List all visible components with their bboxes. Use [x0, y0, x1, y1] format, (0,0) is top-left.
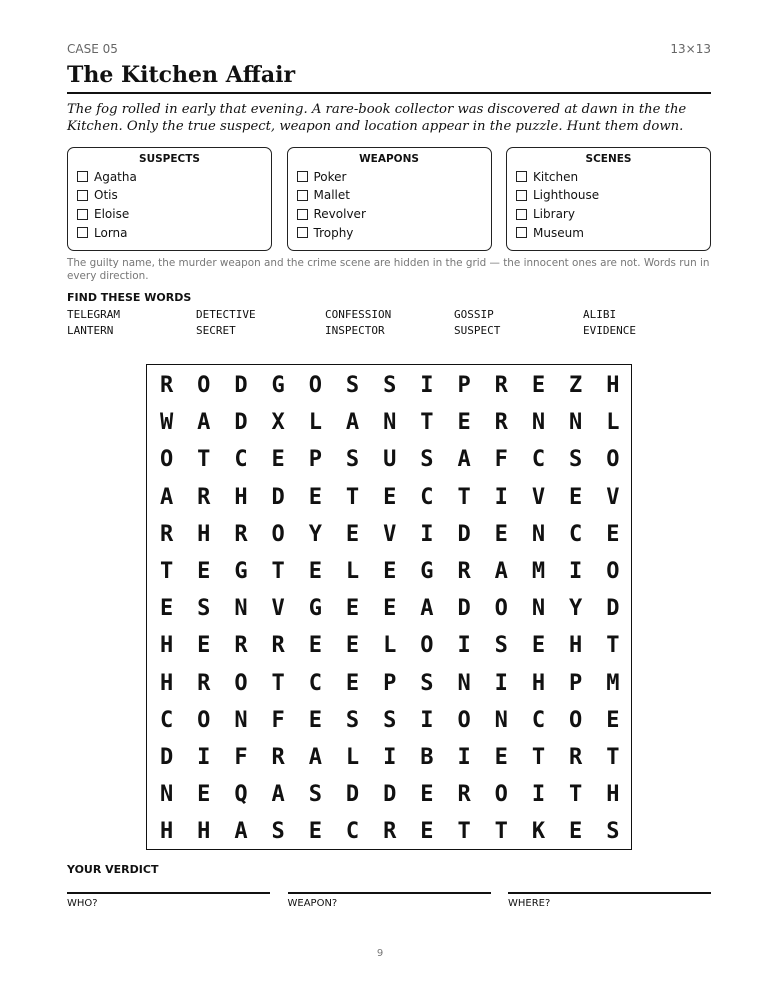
grid-cell[interactable]: O	[159, 447, 174, 473]
grid-cell[interactable]: E	[345, 521, 360, 547]
checkbox[interactable]	[77, 171, 88, 182]
page-title: The Kitchen Affair	[67, 62, 711, 94]
word-search-grid[interactable]	[147, 367, 632, 850]
grid-cell[interactable]: S	[494, 633, 508, 659]
grid-cell[interactable]: R	[159, 521, 174, 547]
grid-cell[interactable]: V	[606, 484, 620, 510]
box-title: WEAPONS	[359, 153, 419, 166]
grid-cell[interactable]: N	[531, 521, 546, 547]
grid-cell[interactable]: H	[197, 819, 211, 845]
grid-cell[interactable]: A	[308, 744, 322, 770]
grid-cell[interactable]: V	[271, 596, 285, 622]
suspects-box	[67, 147, 272, 251]
grid-cell[interactable]: M	[531, 559, 546, 585]
word-list	[67, 307, 711, 338]
grid-cell[interactable]: R	[457, 559, 471, 585]
grid-cell[interactable]: O	[197, 707, 211, 733]
checkbox[interactable]	[77, 209, 88, 220]
grid-cell[interactable]: N	[234, 596, 248, 622]
grid-cell[interactable]: O	[457, 707, 471, 733]
grid-cell[interactable]: A	[234, 819, 248, 845]
word-item: ALIBI	[583, 308, 617, 322]
grid-cell[interactable]: R	[383, 819, 397, 845]
grid-cell[interactable]: T	[606, 633, 620, 659]
grid-cell[interactable]: C	[234, 447, 248, 473]
grid-cell[interactable]: L	[383, 633, 397, 659]
grid-cell[interactable]: R	[197, 484, 211, 510]
item-label: Mallet	[313, 188, 350, 203]
grid-cell[interactable]: E	[159, 596, 174, 622]
grid-cell[interactable]: D	[383, 782, 397, 808]
grid-cell[interactable]: C	[308, 670, 322, 696]
word-item: SECRET	[196, 323, 236, 337]
grid-cell[interactable]: R	[197, 670, 211, 696]
grid-cell[interactable]: N	[159, 782, 174, 808]
item-label: Museum	[533, 225, 584, 240]
checkbox[interactable]	[516, 171, 527, 182]
grid-cell[interactable]: O	[420, 633, 434, 659]
grid-cell[interactable]: X	[271, 410, 285, 436]
grid-cell[interactable]: E	[308, 819, 322, 845]
word-item: CONFESSION	[325, 308, 392, 322]
grid-cell[interactable]: O	[606, 447, 620, 473]
where-answer-line[interactable]	[508, 892, 711, 909]
grid-cell[interactable]: C	[420, 484, 434, 510]
grid-cell[interactable]: I	[569, 559, 583, 585]
box-title: SCENES	[585, 153, 632, 166]
word-item: SUSPECT	[454, 323, 501, 337]
who-label: WHO?	[67, 898, 98, 909]
item-label: Trophy	[313, 225, 354, 240]
grid-cell[interactable]: E	[308, 559, 322, 585]
scenes-box	[506, 147, 711, 251]
grid-cell[interactable]: E	[531, 633, 546, 659]
grid-cell[interactable]: O	[569, 707, 583, 733]
grid-cell[interactable]: N	[383, 410, 397, 436]
grid-cell[interactable]: S	[271, 819, 285, 845]
grid-cell[interactable]: R	[494, 410, 508, 436]
grid-cell[interactable]: W	[159, 410, 174, 436]
grid-cell[interactable]: D	[234, 410, 248, 436]
grid-cell[interactable]: H	[159, 633, 174, 659]
grid-cell[interactable]: S	[308, 782, 322, 808]
grid-cell[interactable]: S	[569, 447, 583, 473]
grid-cell[interactable]: E	[457, 410, 471, 436]
grid-cell[interactable]: S	[383, 707, 397, 733]
grid-cell[interactable]: T	[271, 670, 285, 696]
grid-cell[interactable]: H	[569, 633, 583, 659]
grid-cell[interactable]: E	[383, 559, 397, 585]
grid-cell[interactable]: T	[569, 782, 583, 808]
box-title: SUSPECTS	[139, 153, 200, 166]
checkbox[interactable]	[297, 227, 308, 238]
grid-cell[interactable]: C	[531, 447, 546, 473]
list-item[interactable]	[297, 205, 482, 224]
weapon-answer-line[interactable]	[288, 892, 491, 909]
grid-cell[interactable]: I	[420, 521, 434, 547]
grid-cell[interactable]: E	[420, 782, 434, 808]
grid-cell[interactable]: E	[345, 633, 360, 659]
grid-cell[interactable]: H	[197, 521, 211, 547]
list-item[interactable]	[77, 223, 262, 242]
grid-cell[interactable]: L	[606, 410, 620, 436]
grid-size-label: 13×13	[670, 42, 711, 56]
list-item[interactable]	[516, 186, 701, 205]
grid-cell[interactable]: A	[345, 410, 360, 436]
grid-cell[interactable]: H	[606, 373, 620, 399]
grid-cell[interactable]: I	[457, 633, 471, 659]
grid-cell[interactable]: I	[494, 670, 508, 696]
intro-text: The fog rolled in early that evening. A rare-book collector was discovered at dawn in the the Kitchen. Only the true suspect, weapon and location appear in the puzzle. Hunt them down.	[67, 102, 687, 135]
grid-cell[interactable]: R	[569, 744, 583, 770]
grid-cell[interactable]: T	[531, 744, 546, 770]
hint-note: The guilty name, the murder weapon and the crime scene are hidden in the grid — the innocent ones are not. Words run in every direction.	[67, 257, 710, 283]
grid-cell[interactable]: N	[569, 410, 583, 436]
where-label: WHERE?	[508, 898, 551, 909]
verdict-title: YOUR VERDICT	[67, 863, 159, 876]
grid-cell[interactable]: C	[569, 521, 583, 547]
item-label: Lorna	[94, 225, 128, 240]
grid-cell[interactable]: D	[271, 484, 285, 510]
grid-cell[interactable]: R	[494, 373, 508, 399]
grid-cell[interactable]: I	[457, 744, 471, 770]
grid-cell[interactable]: E	[606, 707, 620, 733]
item-label: Poker	[313, 169, 347, 184]
word-item: LANTERN	[67, 323, 114, 337]
list-item[interactable]	[297, 186, 482, 205]
grid-cell[interactable]: L	[345, 744, 360, 770]
grid-cell[interactable]: V	[383, 521, 397, 547]
grid-cell[interactable]: H	[159, 819, 174, 845]
grid-cell[interactable]: T	[159, 559, 174, 585]
grid-cell[interactable]: C	[345, 819, 360, 845]
grid-cell[interactable]: T	[197, 447, 211, 473]
grid-cell[interactable]: D	[457, 521, 471, 547]
grid-cell[interactable]: R	[234, 633, 248, 659]
grid-cell[interactable]: R	[271, 633, 285, 659]
grid-cell[interactable]: U	[383, 447, 397, 473]
word-item: GOSSIP	[454, 308, 494, 322]
grid-cell[interactable]: R	[234, 521, 248, 547]
checkbox[interactable]	[77, 190, 88, 201]
page-number: 9	[376, 948, 384, 959]
grid-cell[interactable]: E	[383, 484, 397, 510]
grid-cell[interactable]: G	[271, 373, 285, 399]
list-item[interactable]	[297, 223, 482, 242]
grid-cell[interactable]: N	[531, 596, 546, 622]
checkbox[interactable]	[297, 209, 308, 220]
grid-cell[interactable]: D	[159, 744, 174, 770]
grid-cell[interactable]: O	[606, 559, 620, 585]
checkbox[interactable]	[77, 227, 88, 238]
verdict-lines	[67, 892, 711, 909]
grid-cell[interactable]: D	[234, 373, 248, 399]
list-item[interactable]	[516, 205, 701, 224]
checkbox[interactable]	[297, 171, 308, 182]
grid-cell[interactable]: T	[457, 819, 471, 845]
grid-cell[interactable]: T	[345, 484, 360, 510]
grid-cell[interactable]: H	[234, 484, 248, 510]
grid-cell[interactable]: T	[606, 744, 620, 770]
grid-cell[interactable]: T	[457, 484, 471, 510]
weapons-box	[287, 147, 492, 251]
grid-cell[interactable]: D	[457, 596, 471, 622]
grid-cell[interactable]: A	[197, 410, 211, 436]
grid-cell[interactable]: A	[494, 559, 508, 585]
item-label: Library	[533, 207, 575, 222]
grid-cell[interactable]: I	[383, 744, 397, 770]
checkbox[interactable]	[516, 227, 527, 238]
grid-cell[interactable]: E	[308, 484, 322, 510]
grid-cell[interactable]: A	[159, 484, 174, 510]
grid-cell[interactable]: O	[494, 782, 508, 808]
list-item[interactable]	[516, 167, 701, 186]
grid-cell[interactable]: S	[345, 447, 360, 473]
grid-cell[interactable]: S	[345, 707, 360, 733]
item-label: Eloise	[94, 207, 130, 222]
grid-cell[interactable]: C	[159, 707, 174, 733]
find-words-title: FIND THESE WORDS	[67, 291, 192, 305]
grid-cell[interactable]: D	[606, 596, 620, 622]
grid-cell[interactable]: T	[420, 410, 434, 436]
grid-cell[interactable]: T	[494, 819, 508, 845]
grid-cell[interactable]: S	[420, 447, 434, 473]
grid-cell[interactable]: I	[420, 707, 434, 733]
grid-cell[interactable]: G	[234, 559, 248, 585]
grid-cell[interactable]: S	[197, 596, 211, 622]
grid-cell[interactable]: D	[345, 782, 360, 808]
grid-cell[interactable]: E	[494, 744, 508, 770]
grid-cell[interactable]: E	[197, 559, 211, 585]
grid-cell[interactable]: F	[494, 447, 508, 473]
grid-cell[interactable]: E	[569, 484, 583, 510]
case-label: CASE 05	[67, 42, 118, 56]
checkbox[interactable]	[297, 190, 308, 201]
grid-cell[interactable]: E	[345, 670, 360, 696]
grid-cell[interactable]: E	[569, 819, 583, 845]
list-item[interactable]	[516, 223, 701, 242]
grid-cell[interactable]: E	[420, 819, 434, 845]
weapon-label: WEAPON?	[287, 898, 338, 909]
word-item: DETECTIVE	[196, 308, 256, 322]
grid-cell[interactable]: B	[420, 744, 434, 770]
grid-cell[interactable]: T	[271, 559, 285, 585]
grid-cell[interactable]: F	[271, 707, 285, 733]
grid-cell[interactable]: E	[308, 707, 322, 733]
word-item: INSPECTOR	[325, 323, 385, 337]
list-item[interactable]	[77, 186, 262, 205]
grid-cell[interactable]: P	[457, 373, 471, 399]
clue-boxes	[67, 147, 711, 251]
grid-cell[interactable]: L	[345, 559, 360, 585]
list-item[interactable]	[297, 167, 482, 186]
grid-cell[interactable]: F	[234, 744, 248, 770]
grid-cell[interactable]: R	[457, 782, 471, 808]
grid-cell[interactable]: H	[606, 782, 620, 808]
grid-cell[interactable]: I	[420, 373, 434, 399]
who-answer-line[interactable]	[67, 892, 270, 909]
grid-cell[interactable]: O	[308, 373, 322, 399]
grid-cell[interactable]: S	[606, 819, 620, 845]
grid-cell[interactable]: O	[197, 373, 211, 399]
item-label: Kitchen	[533, 169, 579, 184]
grid-cell[interactable]: L	[308, 410, 322, 436]
word-item: TELEGRAM	[67, 308, 120, 322]
grid-cell[interactable]: P	[308, 447, 322, 473]
grid-cell[interactable]: G	[420, 559, 434, 585]
list-item[interactable]	[77, 167, 262, 186]
grid-cell[interactable]: N	[457, 670, 471, 696]
grid-cell[interactable]: Z	[569, 373, 583, 399]
grid-cell[interactable]: S	[420, 670, 434, 696]
grid-cell[interactable]: P	[569, 670, 583, 696]
item-label: Lighthouse	[533, 188, 600, 203]
grid-cell[interactable]: E	[606, 521, 620, 547]
grid-cell[interactable]: R	[159, 373, 174, 399]
grid-cell[interactable]: O	[271, 521, 285, 547]
list-item[interactable]	[77, 205, 262, 224]
grid-cell[interactable]: E	[308, 633, 322, 659]
grid-cell[interactable]: H	[159, 670, 174, 696]
grid-cell[interactable]: I	[531, 782, 546, 808]
header-topline	[67, 42, 711, 56]
grid-cell[interactable]: E	[494, 521, 508, 547]
grid-cell[interactable]: E	[197, 633, 211, 659]
grid-cell[interactable]: I	[197, 744, 211, 770]
grid-cell[interactable]: A	[457, 447, 471, 473]
grid-cell[interactable]: E	[197, 782, 211, 808]
word-item: EVIDENCE	[583, 323, 636, 337]
grid-cell[interactable]: I	[494, 484, 508, 510]
grid-cell[interactable]: Q	[234, 782, 248, 808]
grid-cell[interactable]: A	[420, 596, 434, 622]
item-label: Revolver	[313, 207, 366, 222]
grid-cell[interactable]: S	[383, 373, 397, 399]
checkbox[interactable]	[516, 190, 527, 201]
item-label: Agatha	[94, 169, 137, 184]
item-label: Otis	[94, 188, 118, 203]
grid-cell[interactable]: N	[531, 410, 546, 436]
grid-cell[interactable]: N	[234, 707, 248, 733]
grid-cell[interactable]: E	[271, 447, 285, 473]
grid-cell[interactable]: V	[531, 484, 546, 510]
grid-cell[interactable]: H	[531, 670, 546, 696]
grid-cell[interactable]: A	[271, 782, 285, 808]
grid-cell[interactable]: G	[308, 596, 322, 622]
grid-cell[interactable]: P	[383, 670, 397, 696]
puzzle-page	[67, 42, 711, 338]
grid-cell[interactable]: S	[345, 373, 360, 399]
grid-cell[interactable]: O	[234, 670, 248, 696]
checkbox[interactable]	[516, 209, 527, 220]
grid-cell[interactable]: E	[531, 373, 546, 399]
grid-cell[interactable]: Y	[308, 521, 322, 547]
grid-cell[interactable]: E	[383, 596, 397, 622]
grid-cell[interactable]: C	[531, 707, 546, 733]
grid-cell[interactable]: M	[606, 670, 620, 696]
grid-cell[interactable]: N	[494, 707, 508, 733]
word-search-grid-frame	[146, 364, 632, 850]
grid-cell[interactable]: R	[271, 744, 285, 770]
grid-cell[interactable]: E	[345, 596, 360, 622]
grid-cell[interactable]: O	[494, 596, 508, 622]
grid-cell[interactable]: Y	[569, 596, 583, 622]
grid-cell[interactable]: K	[531, 819, 546, 845]
